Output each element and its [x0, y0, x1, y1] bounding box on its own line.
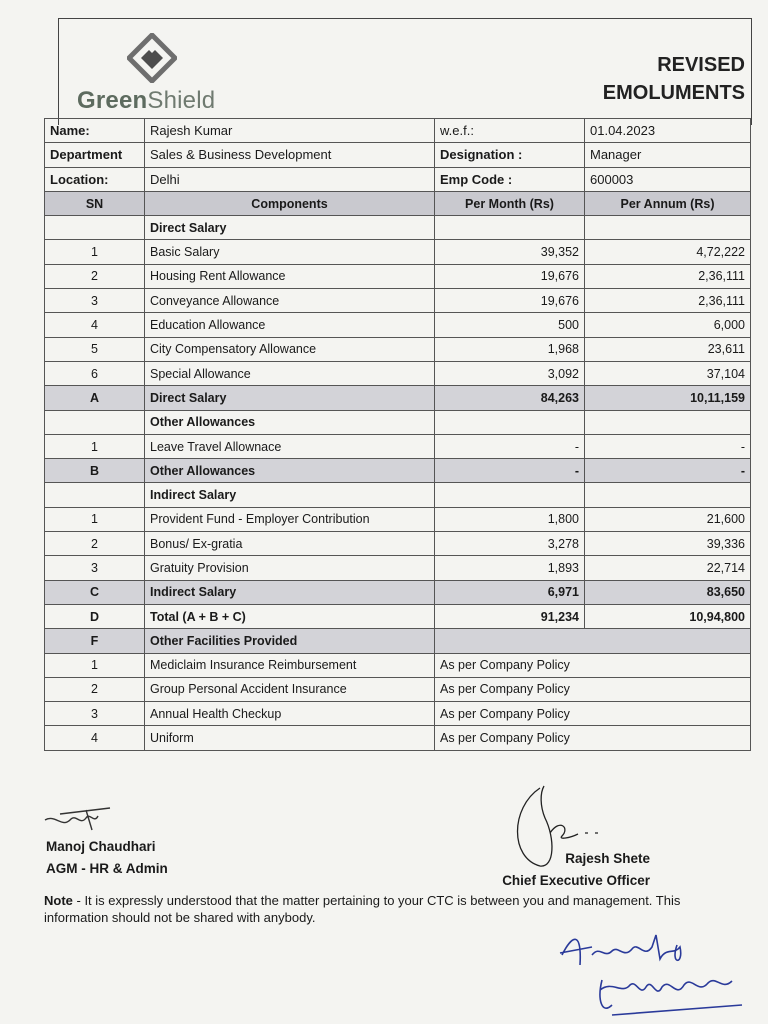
table-row — [45, 434, 751, 458]
total-per-annum: - — [585, 459, 751, 483]
header-components: Components — [145, 191, 435, 215]
section-total-row — [45, 459, 751, 483]
section-title-row — [45, 410, 751, 434]
right-signatory-title: Chief Executive Officer — [502, 873, 650, 888]
row-per-annum: 23,611 — [585, 337, 751, 361]
row-per-month: 500 — [435, 313, 585, 337]
total-component: Indirect Salary — [145, 580, 435, 604]
facilities-empty-cell — [435, 629, 751, 653]
section-title: Other Allowances — [145, 410, 435, 434]
section-sn-cell — [45, 410, 145, 434]
total-sn: C — [45, 580, 145, 604]
total-component: Other Allowances — [145, 459, 435, 483]
empty-cell — [435, 410, 585, 434]
title-line-2: EMOLUMENTS — [602, 82, 745, 104]
row-component: Conveyance Allowance — [145, 289, 435, 313]
table-row — [45, 240, 751, 264]
manoj-signature — [40, 800, 130, 840]
row-sn: 3 — [45, 289, 145, 313]
row-per-month: 19,676 — [435, 264, 585, 288]
department-label: Department — [45, 143, 145, 167]
total-component: Direct Salary — [145, 386, 435, 410]
table-row — [45, 264, 751, 288]
total-sn: B — [45, 459, 145, 483]
facility-value: As per Company Policy — [435, 726, 751, 750]
note-text: - It is expressly understood that the matter pertaining to your CTC is between you and management. This information should not be shared with anybody. — [44, 893, 681, 925]
row-per-annum: 39,336 — [585, 532, 751, 556]
department-row — [45, 143, 751, 167]
row-per-month: 3,278 — [435, 532, 585, 556]
facility-name: Uniform — [145, 726, 435, 750]
total-per-month: 6,971 — [435, 580, 585, 604]
table-row — [45, 361, 751, 385]
section-sn-cell — [45, 483, 145, 507]
left-signatory-name: Manoj Chaudhari — [46, 839, 156, 854]
row-component: Leave Travel Allownace — [145, 434, 435, 458]
section-total-row — [45, 386, 751, 410]
header-sn: SN — [45, 191, 145, 215]
section-title: Indirect Salary — [145, 483, 435, 507]
facility-name: Group Personal Accident Insurance — [145, 677, 435, 701]
row-per-annum: 4,72,222 — [585, 240, 751, 264]
emoluments-table — [44, 118, 751, 751]
table-row — [45, 337, 751, 361]
facility-sn: 2 — [45, 677, 145, 701]
row-sn: 6 — [45, 361, 145, 385]
total-per-month: - — [435, 459, 585, 483]
facility-row — [45, 702, 751, 726]
right-signatory-name: Rajesh Shete — [565, 851, 650, 866]
location-value: Delhi — [145, 167, 435, 191]
shield-logo-icon — [127, 33, 177, 83]
facility-sn: 3 — [45, 702, 145, 726]
row-per-annum: 21,600 — [585, 507, 751, 531]
company-logo — [77, 29, 227, 115]
row-component: Provident Fund - Employer Contribution — [145, 507, 435, 531]
designation-label: Designation : — [435, 143, 585, 167]
row-per-annum: 2,36,111 — [585, 264, 751, 288]
accepted-handwritten-signature — [552, 925, 752, 1020]
row-per-month: 1,893 — [435, 556, 585, 580]
ctc-note — [44, 892, 684, 926]
total-per-month: 84,263 — [435, 386, 585, 410]
section-total-row — [45, 580, 751, 604]
row-per-month: 1,800 — [435, 507, 585, 531]
row-component: Basic Salary — [145, 240, 435, 264]
row-sn: 4 — [45, 313, 145, 337]
empty-cell — [585, 216, 751, 240]
row-per-annum: 22,714 — [585, 556, 751, 580]
location-label: Location: — [45, 167, 145, 191]
header-per-annum: Per Annum (Rs) — [585, 191, 751, 215]
left-signatory-title: AGM - HR & Admin — [46, 861, 168, 876]
row-sn: 2 — [45, 532, 145, 556]
facility-row — [45, 726, 751, 750]
total-per-annum: 10,11,159 — [585, 386, 751, 410]
facility-sn: 1 — [45, 653, 145, 677]
emp-code-value: 600003 — [585, 167, 751, 191]
left-signatory — [46, 836, 168, 880]
facility-row — [45, 677, 751, 701]
row-per-month: 19,676 — [435, 289, 585, 313]
grand-total-row — [45, 604, 751, 628]
wef-value: 01.04.2023 — [585, 119, 751, 143]
table-header-row — [45, 191, 751, 215]
row-sn: 2 — [45, 264, 145, 288]
empty-cell — [435, 216, 585, 240]
table-row — [45, 313, 751, 337]
row-per-month: 3,092 — [435, 361, 585, 385]
empty-cell — [435, 483, 585, 507]
row-per-month: 1,968 — [435, 337, 585, 361]
facilities-sn: F — [45, 629, 145, 653]
title-line-1: REVISED — [657, 54, 745, 76]
right-signatory — [494, 848, 650, 892]
employee-name: Rajesh Kumar — [145, 119, 435, 143]
row-per-annum: 37,104 — [585, 361, 751, 385]
facility-value: As per Company Policy — [435, 677, 751, 701]
empty-cell — [585, 410, 751, 434]
row-sn: 3 — [45, 556, 145, 580]
empty-cell — [585, 483, 751, 507]
facility-name: Mediclaim Insurance Reimbursement — [145, 653, 435, 677]
section-title-row — [45, 483, 751, 507]
row-component: Education Allowance — [145, 313, 435, 337]
table-row — [45, 556, 751, 580]
row-per-annum: 6,000 — [585, 313, 751, 337]
facility-sn: 4 — [45, 726, 145, 750]
row-component: Housing Rent Allowance — [145, 264, 435, 288]
row-per-month: 39,352 — [435, 240, 585, 264]
wef-label: w.e.f.: — [435, 119, 585, 143]
grand-total-sn: D — [45, 604, 145, 628]
name-label: Name: — [45, 119, 145, 143]
facility-name: Annual Health Checkup — [145, 702, 435, 726]
grand-total-label: Total (A + B + C) — [145, 604, 435, 628]
section-title-row — [45, 216, 751, 240]
header-per-month: Per Month (Rs) — [435, 191, 585, 215]
designation-value: Manager — [585, 143, 751, 167]
facilities-header-row — [45, 629, 751, 653]
facility-value: As per Company Policy — [435, 653, 751, 677]
total-sn: A — [45, 386, 145, 410]
grand-total-month: 91,234 — [435, 604, 585, 628]
row-sn: 5 — [45, 337, 145, 361]
facilities-title: Other Facilities Provided — [145, 629, 435, 653]
facility-value: As per Company Policy — [435, 702, 751, 726]
table-row — [45, 289, 751, 313]
row-per-month: - — [435, 434, 585, 458]
grand-total-annum: 10,94,800 — [585, 604, 751, 628]
department-value: Sales & Business Development — [145, 143, 435, 167]
row-component: Special Allowance — [145, 361, 435, 385]
note-label: Note — [44, 893, 73, 908]
name-row — [45, 119, 751, 143]
section-sn-cell — [45, 216, 145, 240]
row-component: Gratuity Provision — [145, 556, 435, 580]
row-per-annum: 2,36,111 — [585, 289, 751, 313]
table-row — [45, 507, 751, 531]
row-component: Bonus/ Ex-gratia — [145, 532, 435, 556]
row-sn: 1 — [45, 434, 145, 458]
row-per-annum: - — [585, 434, 751, 458]
brand-name: GreenShield — [77, 87, 216, 114]
document-title — [603, 51, 745, 107]
location-row — [45, 167, 751, 191]
table-row — [45, 532, 751, 556]
row-component: City Compensatory Allowance — [145, 337, 435, 361]
section-title: Direct Salary — [145, 216, 435, 240]
emp-code-label: Emp Code : — [435, 167, 585, 191]
row-sn: 1 — [45, 240, 145, 264]
facility-row — [45, 653, 751, 677]
row-sn: 1 — [45, 507, 145, 531]
document-header — [58, 18, 752, 125]
total-per-annum: 83,650 — [585, 580, 751, 604]
